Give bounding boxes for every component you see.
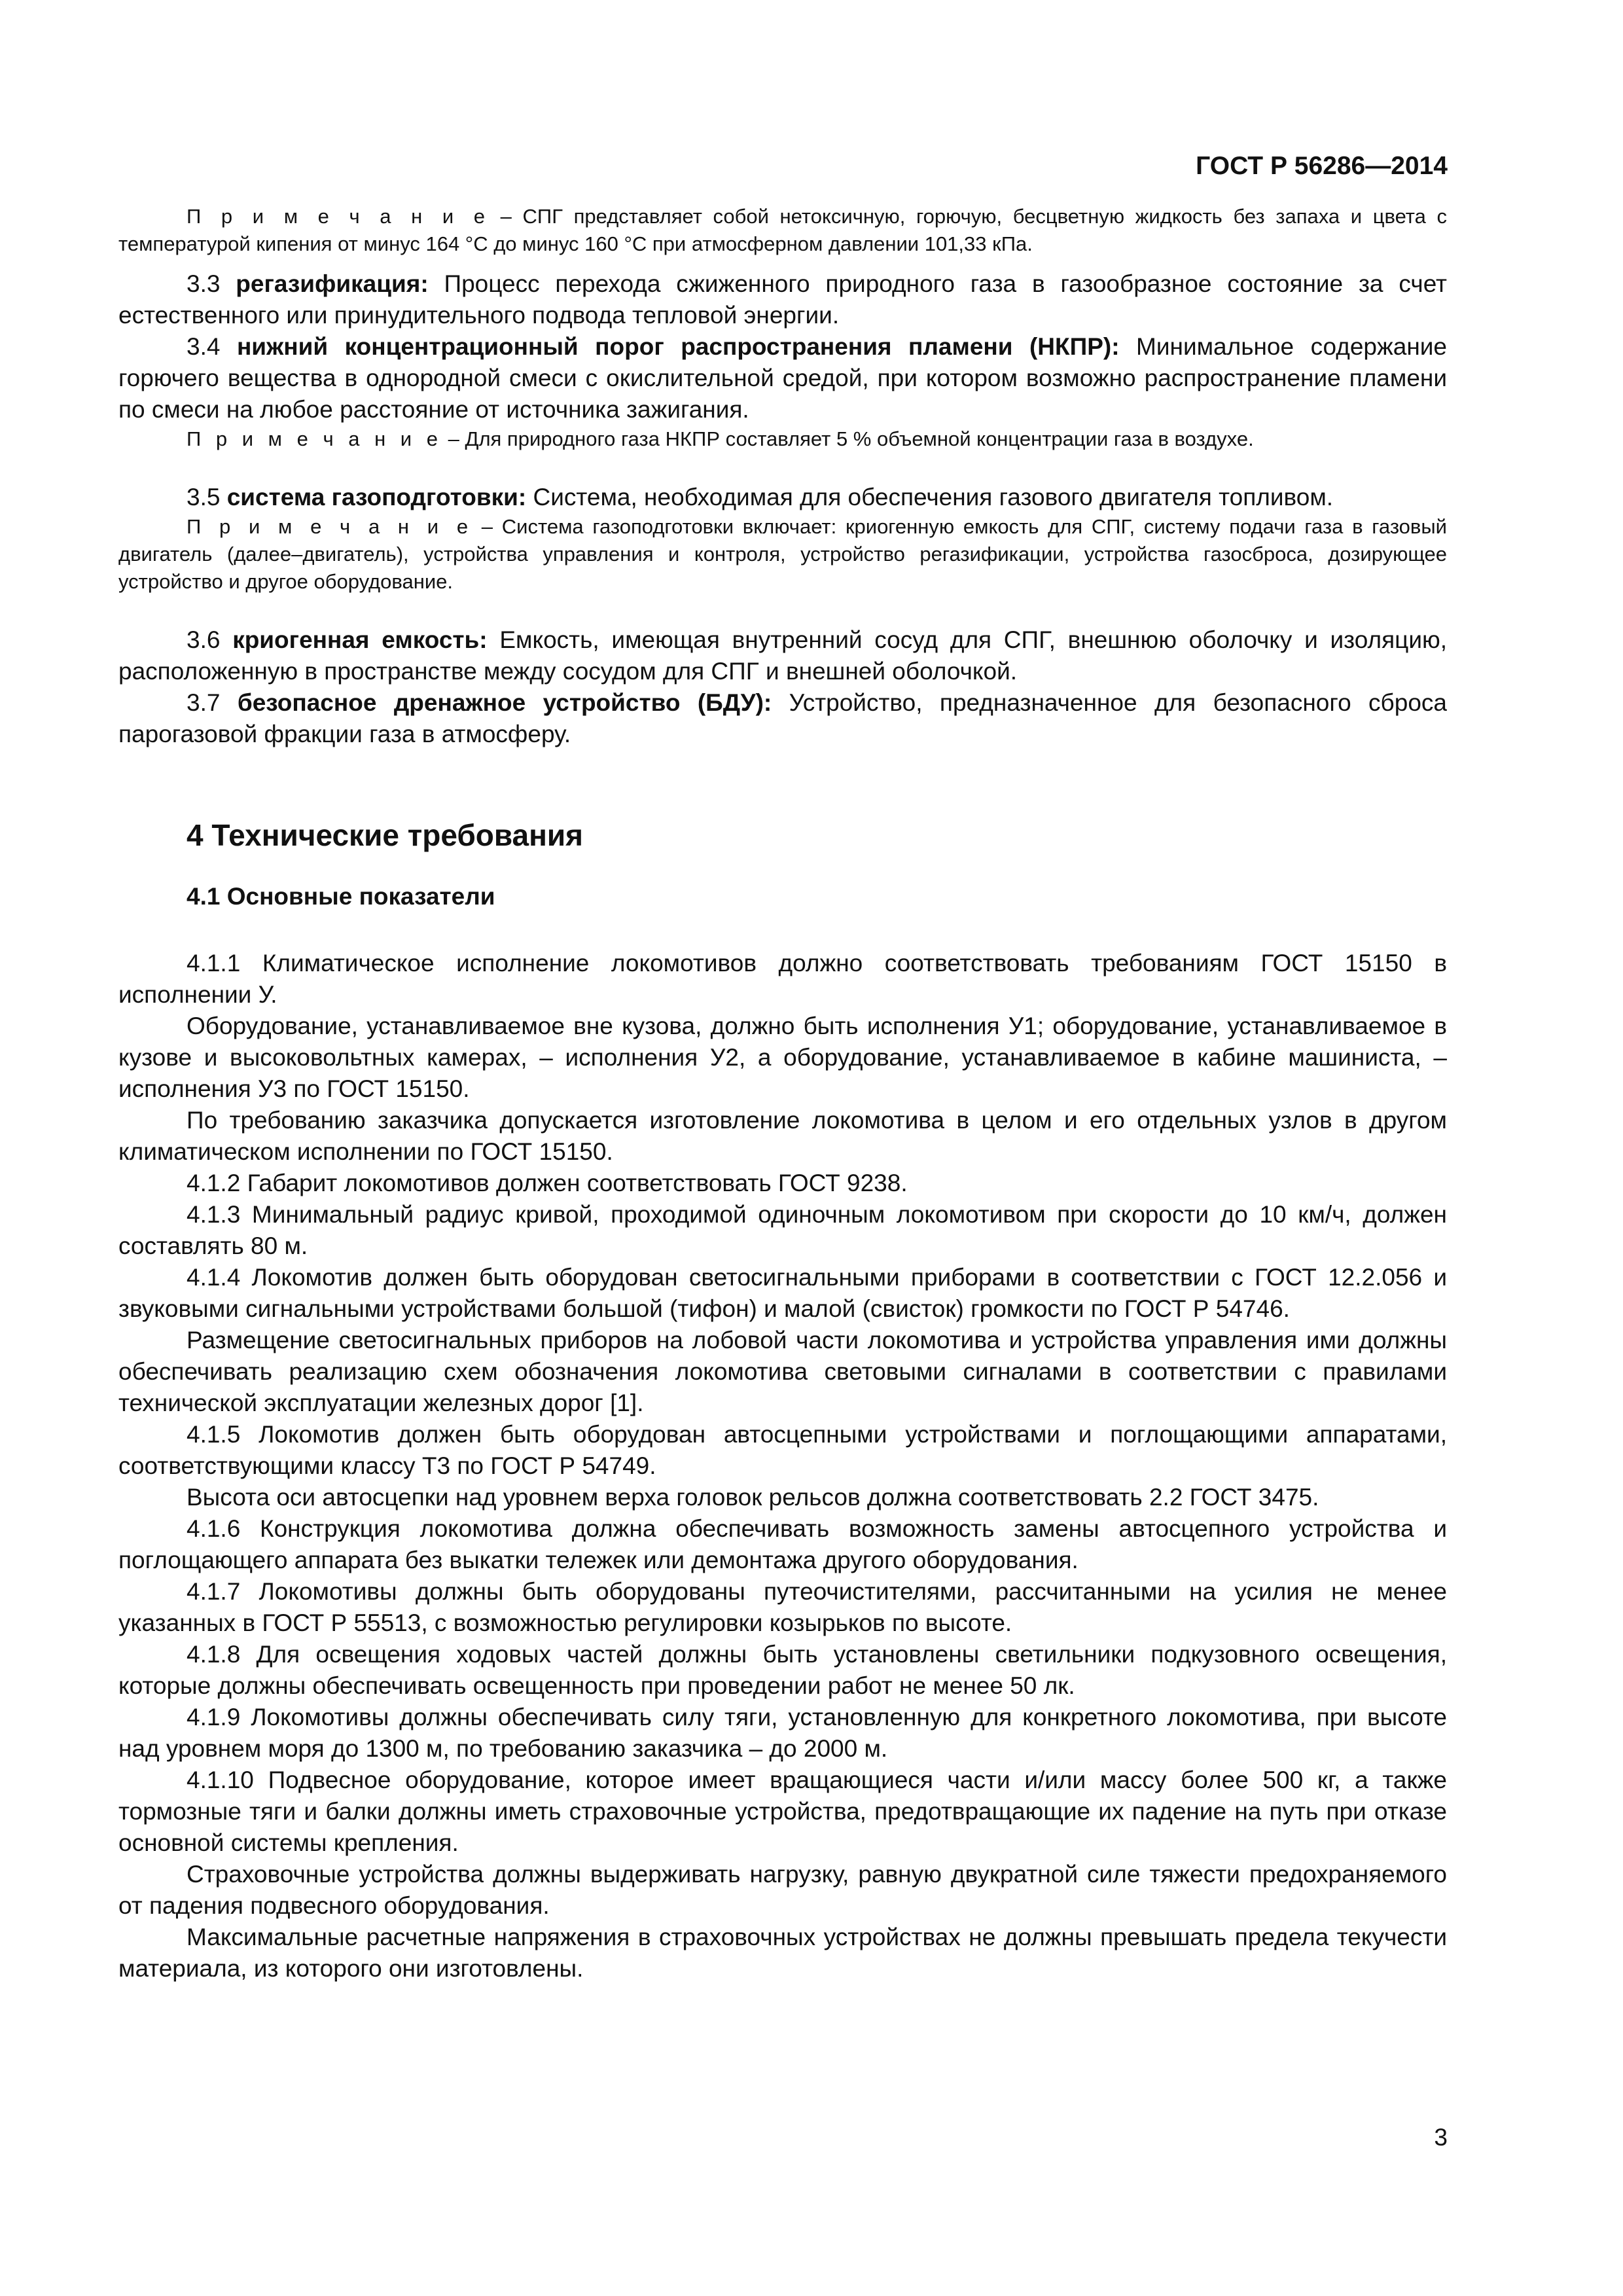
paragraph: Высота оси автосцепки над уровнем верха головок рельсов должна соответствовать 2.2 ГОСТ 3475. <box>187 1484 1319 1511</box>
paragraph: Страховочные устройства должны выдерживать нагрузку, равную двукратной силе тяжести предохраняемого от падения подвесного оборудования. <box>118 1861 1447 1919</box>
paragraph: По требованию заказчика допускается изготовление локомотива в целом и его отдельных узлов в другом климатическом исполнении по ГОСТ 15150. <box>118 1107 1447 1165</box>
definition-text: Устройство, предназначенное для безопасного сброса парогазовой фракции газа в атмосферу. <box>118 689 1447 747</box>
document-body <box>118 203 1447 1984</box>
definition-text: Минимальное содержание горючего вещества в однородной смеси с окислительной средой, при котором возможно распространение пламени по смеси на любое расстояние от источника зажигания. <box>118 333 1448 423</box>
definition-3-6 <box>118 624 1447 687</box>
term: криогенная емкость: <box>232 626 488 653</box>
note-lng <box>118 203 1447 258</box>
paragraph: 4.1.9 Локомотивы должны обеспечивать силу тяги, установленную для конкретного локомотива, при высоте над уровнем моря до 1300 м, по требованию заказчика – до 2000 м. <box>118 1704 1447 1762</box>
paragraph: 4.1.1 Климатическое исполнение локомотивов должно соответствовать требованиям ГОСТ 15150 в исполнении У. <box>118 950 1447 1008</box>
page-number: 3 <box>1434 2124 1448 2151</box>
paragraph: 4.1.3 Минимальный радиус кривой, проходимой одиночным локомотивом при скорости до 10 км/ч, должен составлять 80 м. <box>118 1201 1447 1259</box>
clause-number: 3.7 <box>187 689 238 716</box>
subsection-heading: 4.1 Основные показатели <box>187 883 495 910</box>
note-label: П р и м е ч а н и е <box>187 205 490 228</box>
document-header: ГОСТ Р 56286—2014 <box>1196 152 1448 180</box>
note-label: П р и м е ч а н и е <box>187 515 473 538</box>
term: регазификация: <box>236 270 429 297</box>
note-label: П р и м е ч а н и е <box>187 427 442 450</box>
clause-number: 3.6 <box>187 626 233 653</box>
paragraph: Размещение светосигнальных приборов на лобовой части локомотива и устройства управления ими должны обеспечивать реализацию схем обозначения локомотива световыми сигналами в соответствии с правилами технической эксплуатации железных дорог [1]. <box>118 1327 1447 1416</box>
term: нижний концентрационный порог распространения пламени (НКПР): <box>236 333 1120 360</box>
paragraph: Максимальные расчетные напряжения в страховочных устройствах не должны превышать предела текучести материала, из которого они изготовлены. <box>118 1924 1447 1982</box>
clause-number: 3.4 <box>187 333 237 360</box>
paragraph: 4.1.5 Локомотив должен быть оборудован автосцепными устройствами и поглощающими аппаратами, соответствующими классу Т3 по ГОСТ Р 54749. <box>118 1421 1447 1479</box>
clause-number: 3.5 <box>187 484 227 511</box>
definition-text: Процесс перехода сжиженного природного газа в газообразное состояние за счет естественного или принудительного подвода тепловой энергии. <box>118 270 1447 329</box>
section-heading: 4 Технические требования <box>187 818 583 852</box>
paragraph: 4.1.6 Конструкция локомотива должна обеспечивать возможность замены автосцепного устройства и поглощающего аппарата без выкатки тележек или демонтажа другого оборудования. <box>118 1515 1447 1573</box>
note-gas-system <box>118 513 1447 596</box>
paragraph: 4.1.4 Локомотив должен быть оборудован светосигнальными приборами в соответствии с ГОСТ 12.2.056 и звуковыми сигнальными устройствами большой (тифон) и малой (свисток) громкости по ГОСТ Р 54746. <box>118 1264 1447 1322</box>
note-text: – СПГ представляет собой нетоксичную, горючую, бесцветную жидкость без запаха и цвета с температурой кипения от минус 164 °С до минус 160 °С при атмосферном давлении 101,33 кПа. <box>118 205 1447 255</box>
note-text: – Для природного газа НКПР составляет 5 % объемной концентрации газа в воздухе. <box>442 427 1254 450</box>
paragraph: 4.1.8 Для освещения ходовых частей должны быть установлены светильники подкузовного освещения, которые должны обеспечивать освещенность при проведении работ не менее 50 лк. <box>118 1641 1447 1699</box>
definition-3-4 <box>118 331 1447 425</box>
definition-3-5 <box>118 482 1447 513</box>
clause-number: 3.3 <box>187 270 236 297</box>
paragraph: Оборудование, устанавливаемое вне кузова, должно быть исполнения У1; оборудование, устанавливаемое в кузове и высоковольтных камерах, – исполнения У2, а оборудование, устанавливаемое в кабине машиниста, – исполнения У3 по ГОСТ 15150. <box>118 1013 1447 1102</box>
note-nkpr <box>118 425 1447 453</box>
definition-3-7 <box>118 687 1447 750</box>
note-text: – Система газоподготовки включает: криогенную емкость для СПГ, систему подачи газа в газовый двигатель (далее–двигатель), устройства управления и контроля, устройство регазификации, устройства газосброса, дозирующее устройство и другое оборудование. <box>118 515 1447 593</box>
definition-text: Система, необходимая для обеспечения газового двигателя топливом. <box>526 484 1334 511</box>
paragraph: 4.1.10 Подвесное оборудование, которое имеет вращающиеся части и/или массу более 500 кг, а также тормозные тяги и балки должны иметь страховочные устройства, предотвращающие их падение на путь при отказе основной системы крепления. <box>118 1767 1447 1856</box>
term: безопасное дренажное устройство (БДУ): <box>237 689 772 716</box>
term: система газоподготовки: <box>226 484 527 511</box>
paragraph: 4.1.2 Габарит локомотивов должен соответствовать ГОСТ 9238. <box>187 1170 908 1196</box>
definition-text: Емкость, имеющая внутренний сосуд для СПГ, внешнюю оболочку и изоляцию, расположенную в пространстве между сосудом для СПГ и внешней оболочкой. <box>118 626 1448 685</box>
paragraph: 4.1.7 Локомотивы должны быть оборудованы путеочистителями, рассчитанными на усилия не менее указанных в ГОСТ Р 55513, с возможностью регулировки козырьков по высоте. <box>118 1578 1447 1636</box>
definition-3-3 <box>118 268 1447 331</box>
